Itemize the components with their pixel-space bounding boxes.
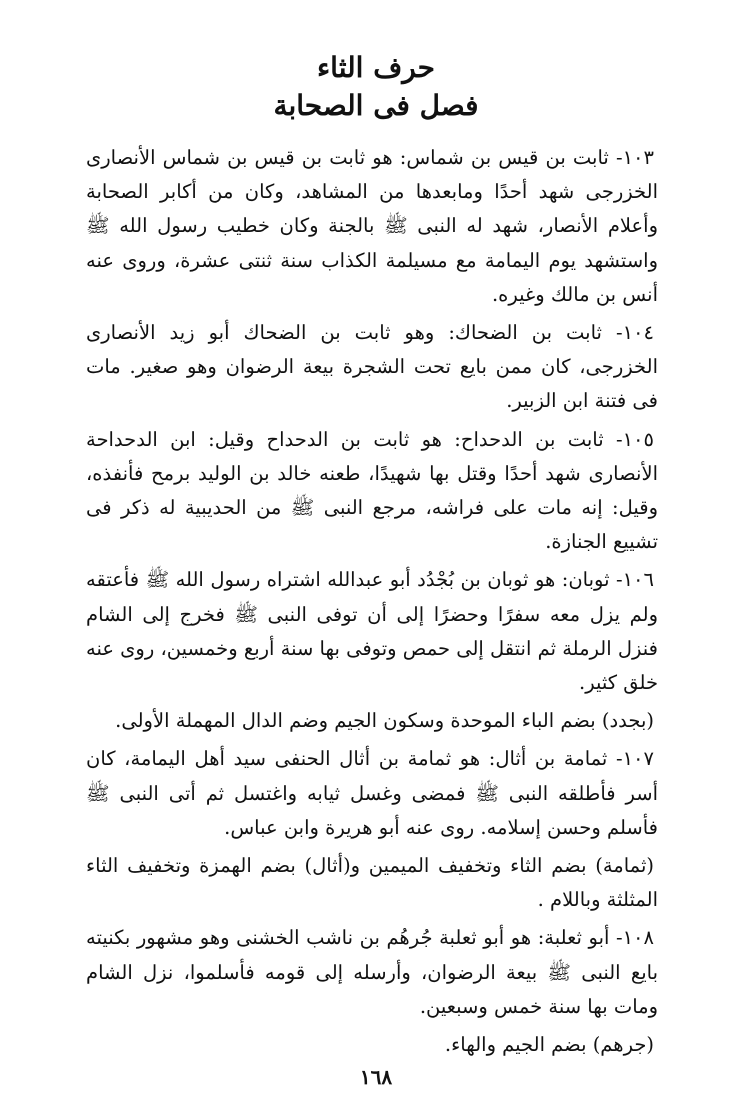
entry-107: ١٠٧- ثمامة بن أثال: هو ثمامة بن أثال الحنفى سيد أهل اليمامة، كان أسر فأطلقه النبى ﷺ فمضى وغسل ثيابه واغتسل ثم أتى النبى ﷺ فأسلم وحسن إسلامه. روى عنه أبو هريرة وابن عباس. (86, 747, 658, 839)
entry-103: ١٠٣- ثابت بن قيس بن شماس: هو ثابت بن قيس بن شماس الأنصارى الخزرجى شهد أحدًا ومابعدها من المشاهد، وكان من أكابر الصحابة وأعلام الأنصار، شهد له النبى ﷺ بالجنة وكان خطيب رسول الله ﷺ واستشهد يوم اليمامة مع مسيلمة الكذاب سنة ثنتى عشرة، وروى عنه أنس بن مالك وغيره. (86, 146, 658, 306)
page-number: ١٦٨ (359, 1065, 393, 1089)
entry-108: ١٠٨- أبو ثعلبة: هو أبو ثعلبة جُرهُم بن ناشب الخشنى وهو مشهور بكنيته بايع النبى ﷺ بيعة الرضوان، وأرسله إلى قومه فأسلموا، نزل الشام ومات بها سنة خمس وسبعين. (86, 926, 658, 1018)
note-jurhum: (جرهم) بضم الجيم والهاء. (444, 1033, 654, 1057)
note-thumama: (ثمامة) بضم الثاء وتخفيف الميمين و(أثال) بضم الهمزة وتخفيف الثاء المثلثة وباللام . (86, 854, 658, 912)
entry-104: ١٠٤- ثابت بن الضحاك: وهو ثابت بن الضحاك أبو زيد الأنصارى الخزرجى، كان ممن بايع تحت الشجرة بيعة الرضوان وهو صغير. مات فى فتنة ابن الزبير. (86, 321, 658, 413)
entry-105: ١٠٥- ثابت بن الدحداح: هو ثابت بن الدحداح وقيل: ابن الدحداحة الأنصارى شهد أحدًا وقتل بها شهيدًا، طعنه خالد بن الوليد برمح فأنفذه، وقيل: إنه مات على فراشه، مرجع النبى ﷺ من الحديبية له ذكر فى تشييع الجنازة. (86, 427, 658, 554)
chapter-title: حرف الثاء (317, 51, 435, 84)
section-title: فصل فى الصحابة (273, 89, 479, 122)
page-body (86, 141, 658, 1066)
entry-106: ١٠٦- ثوبان: هو ثوبان بن بُجْدُد أبو عبدالله اشتراه رسول الله ﷺ فأعتقه ولم يزل معه سفرًا وحضرًا إلى أن توفى النبى ﷺ فخرج إلى الشام فنزل الرملة ثم انتقل إلى حمص وتوفى بها سنة أربع وخمسين، روى عنه خلق كثير. (86, 568, 658, 695)
note-bujdud: (بجدد) بضم الباء الموحدة وسكون الجيم وضم الدال المهملة الأولى. (115, 709, 654, 733)
